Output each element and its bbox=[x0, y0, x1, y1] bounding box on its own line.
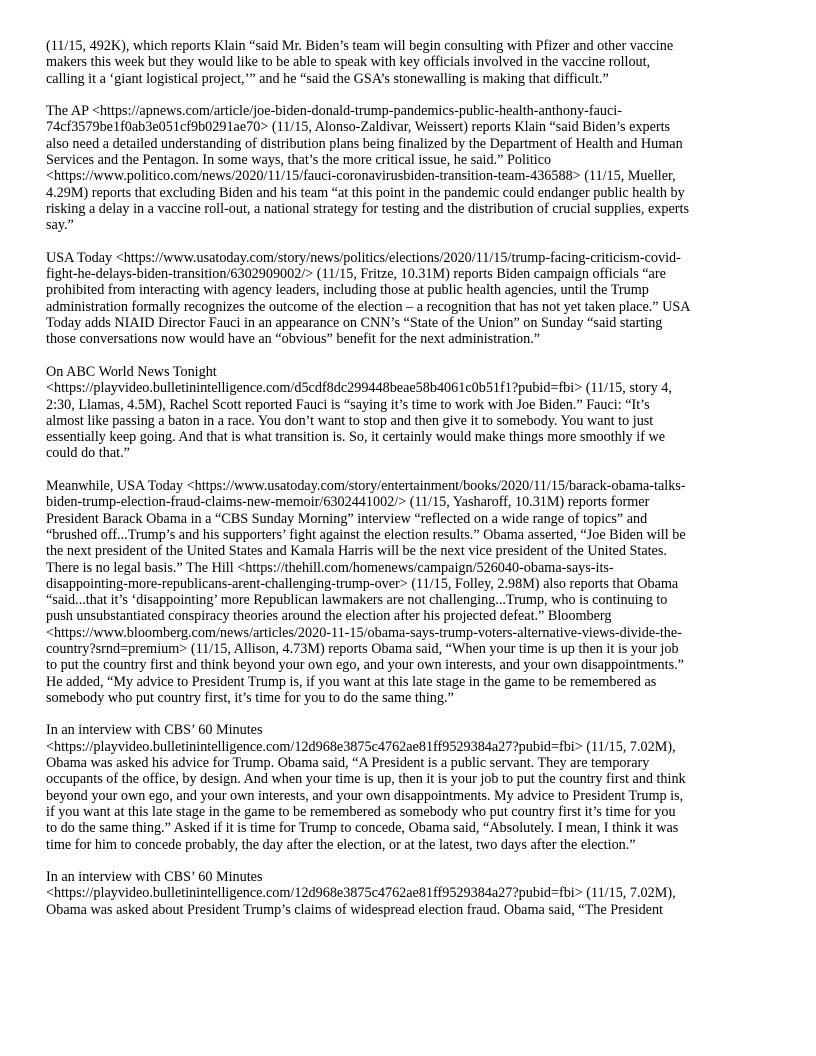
text-line: 2:30, Llamas, 4.5M), Rachel Scott reported Fauci is “saying it’s time to work with Joe Biden.” Fauci: “It’s bbox=[46, 396, 650, 413]
text-line: also need a detailed understanding of distribution plans being finalized by the Department of Health and Human bbox=[46, 135, 683, 152]
text-line: those conversations now would have an “obvious” benefit for the next administration.” bbox=[46, 331, 541, 348]
text-line: push unsubstantiated conspiracy theories around the election after his projected defeat.” Bloomberg bbox=[46, 608, 612, 625]
text-line: if you want at this late stage in the game to be remembered as somebody who put country first it’s time for you bbox=[46, 803, 676, 820]
text-line: There is no legal basis.” The Hill <https://thehill.com/homenews/campaign/526040-obama-says-its- bbox=[46, 559, 614, 576]
text-line: <https://playvideo.bulletinintelligence.com/12d968e3875c4762ae81ff9529384a27?pubid=fbi> (11/15, 7.02M), bbox=[46, 738, 676, 755]
document-page bbox=[46, 38, 776, 934]
text-line: 74cf3579be1f0ab3e051cf9b0291ae70> (11/15, Alonso-Zaldivar, Weissert) reports Klain “said Biden’s experts bbox=[46, 119, 671, 136]
text-line: On ABC World News Tonight bbox=[46, 363, 217, 380]
text-line: risking a delay in a vaccine roll-out, a national strategy for testing and the distribution of crucial supplies, experts bbox=[46, 200, 689, 217]
text-line: “said...that it’s ‘disappointing’ more Republican lawmakers are not challenging...Trump, who is continuing to bbox=[46, 592, 668, 609]
text-line: In an interview with CBS’ 60 Minutes bbox=[46, 869, 263, 886]
text-line: to do the same thing.” Asked if it is time for Trump to concede, Obama said, “Absolutely. I mean, I think it was bbox=[46, 820, 679, 837]
text-line: country?srnd=premium> (11/15, Allison, 4.73M) reports Obama said, “When your time is up then it is your job bbox=[46, 640, 679, 657]
text-line: <https://www.politico.com/news/2020/11/15/fauci-coronavirusbiden-transition-team-436588> (11/15, Mueller, bbox=[46, 168, 676, 185]
text-line: essentially keep going. And that is what transition is. So, it certainly would make things more smoothly if we bbox=[46, 429, 666, 446]
text-line: Meanwhile, USA Today <https://www.usatoday.com/story/entertainment/books/2020/11/15/barack-obama-talks- bbox=[46, 478, 686, 495]
text-line: calling it a ‘giant logistical project,’” and he “said the GSA’s stonewalling is making that difficult.” bbox=[46, 70, 609, 87]
text-line: almost like passing a baton in a race. You don’t want to stop and then give it to somebody. You want to just bbox=[46, 412, 654, 429]
text-line: somebody who put country first, it’s time for you to do the same thing.” bbox=[46, 689, 454, 706]
text-line: (11/15, 492K), which reports Klain “said Mr. Biden’s team will begin consulting with Pfizer and other vaccine bbox=[46, 38, 674, 54]
text-line: He added, “My advice to President Trump is, if you want at this late stage in the game to be remembered as bbox=[46, 673, 657, 690]
paragraph-60-minutes-fraud bbox=[46, 869, 776, 918]
text-line: In an interview with CBS’ 60 Minutes bbox=[46, 722, 263, 739]
text-line: Today adds NIAID Director Fauci in an appearance on CNN’s “State of the Union” on Sunday “said starting bbox=[46, 315, 663, 332]
text-line: “brushed off...Trump’s and his supporters’ fight against the election results.” Obama asserted, “Joe Biden will be bbox=[46, 526, 686, 543]
text-line: <https://www.bloomberg.com/news/articles/2020-11-15/obama-says-trump-voters-alternative-views-divide-the- bbox=[46, 624, 682, 641]
text-line: President Barack Obama in a “CBS Sunday Morning” interview “reflected on a wide range of topics” and bbox=[46, 510, 648, 527]
paragraph-obama-cbs-sunday bbox=[46, 478, 776, 706]
text-line: to put the country first and think beyond your own ego, and your own interests, and your own disappointments.” bbox=[46, 657, 684, 674]
paragraph-60-minutes-advice bbox=[46, 722, 776, 852]
text-line: prohibited from interacting with agency leaders, including those at public health agencies, until the Trump bbox=[46, 282, 649, 299]
text-line: <https://playvideo.bulletinintelligence.com/d5cdf8dc299448beae58b4061c0b51f1?pubid=fbi> (11/15, story 4, bbox=[46, 380, 672, 397]
text-line: fight-he-delays-biden-transition/6302909002/> (11/15, Fritze, 10.31M) reports Biden campaign officials “are bbox=[46, 266, 666, 283]
paragraph-klain-pfizer bbox=[46, 38, 776, 87]
text-line: administration formally recognizes the outcome of the election – a recognition that has not yet taken place.” USA bbox=[46, 298, 691, 315]
text-line: could do that.” bbox=[46, 445, 130, 462]
text-line: Obama was asked about President Trump’s claims of widespread election fraud. Obama said, “The President bbox=[46, 901, 664, 918]
paragraph-ap-politico bbox=[46, 103, 776, 233]
text-line: Obama was asked his advice for Trump. Obama said, “A President is a public servant. They are temporary bbox=[46, 755, 650, 772]
text-line: the next president of the United States and Kamala Harris will be the next vice president of the United States. bbox=[46, 543, 667, 560]
text-line: USA Today <https://www.usatoday.com/story/news/politics/elections/2020/11/15/trump-facing-criticism-covid- bbox=[46, 249, 681, 266]
text-line: beyond your own ego, and your own interests, and your own disappointments. My advice to President Trump is, bbox=[46, 787, 684, 804]
paragraph-usa-today-fritze bbox=[46, 250, 776, 348]
text-line: say.” bbox=[46, 217, 74, 234]
text-line: <https://playvideo.bulletinintelligence.com/12d968e3875c4762ae81ff9529384a27?pubid=fbi> (11/15, 7.02M), bbox=[46, 885, 676, 902]
paragraph-abc-world-news bbox=[46, 364, 776, 462]
text-line: 4.29M) reports that excluding Biden and his team “at this point in the pandemic could endanger public health by bbox=[46, 184, 685, 201]
text-line: time for him to concede probably, the day after the election, or at the latest, two days after the election.” bbox=[46, 836, 636, 853]
text-line: Services and the Pentagon. In some ways, that’s the more critical issue, he said.” Politico bbox=[46, 152, 552, 169]
text-line: disappointing-more-republicans-arent-challenging-trump-over> (11/15, Folley, 2.98M) also reports that Obama bbox=[46, 575, 679, 592]
text-line: biden-trump-election-fraud-claims-new-memoir/6302441002/> (11/15, Yasharoff, 10.31M) reports former bbox=[46, 494, 650, 511]
text-line: makers this week but they would like to be able to speak with key officials involved in the vaccine rollout, bbox=[46, 54, 651, 71]
text-line: The AP <https://apnews.com/article/joe-biden-donald-trump-pandemics-public-health-anthony-fauci- bbox=[46, 103, 622, 120]
text-line: occupants of the office, by design. And when your time is up, then it is your job to put the country first and think bbox=[46, 771, 686, 788]
